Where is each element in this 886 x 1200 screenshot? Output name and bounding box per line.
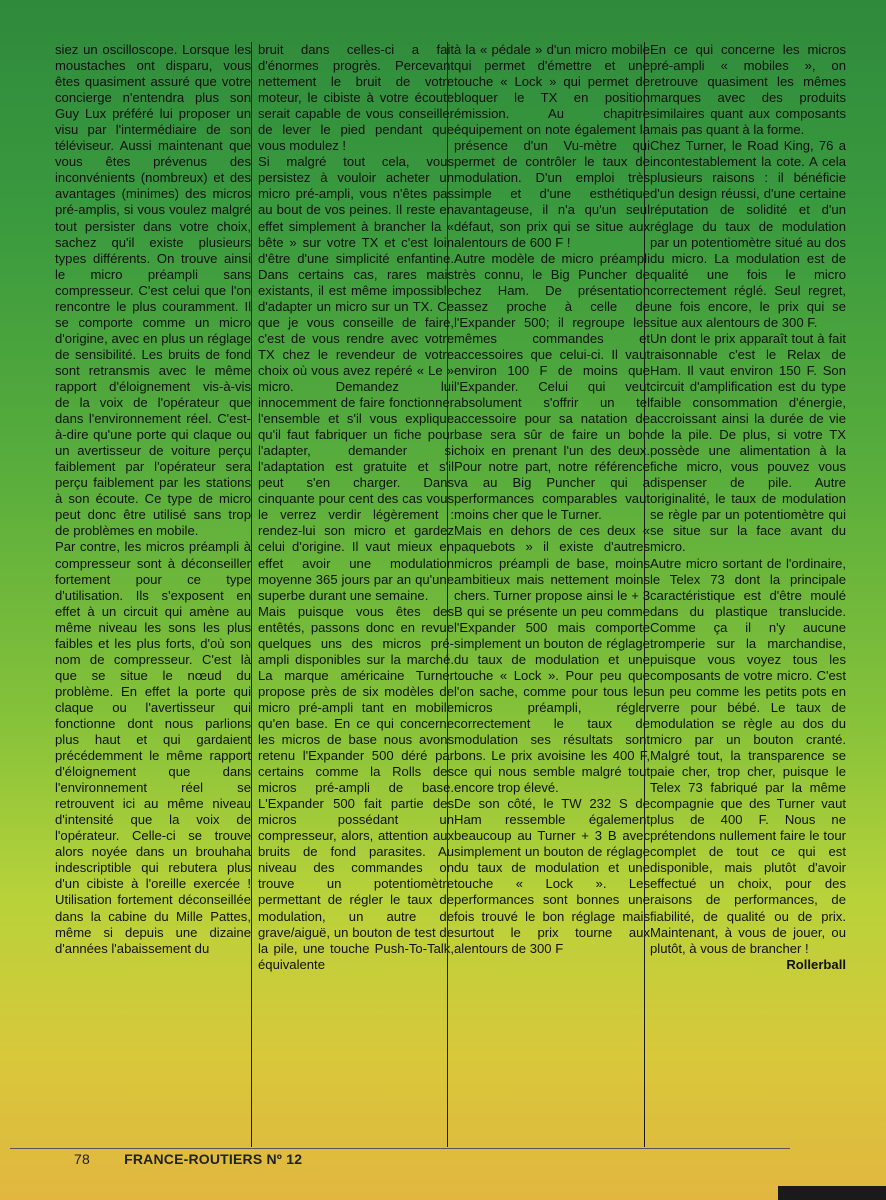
column-divider [251, 42, 252, 1147]
author-signature: Rollerball [786, 956, 846, 972]
paragraph: De son côté, le TW 232 S de Ham ressemble également beaucoup au Turner + 3 B avec simplement un bouton de réglage du taux de modulation et une touche « Lock ». Les performances sont bonnes une fois trouvé le bon réglage mais surtout le prix tourne aux alentours de 300 F [454, 796, 650, 956]
paragraph: Chez Turner, le Road King, 76 a incontestablement la cote. A cela plusieurs raisons : il bénéficie d'un design réussi, d'une certaine réputation de solidité et d'un réglage du taux de modulation par un potentiomètre situé au dos du micro. La modulation est de qualité une fois le micro correctement réglé. Seul regret, une fois encore, le prix qui se situe aux alentours de 300 F. [650, 138, 846, 330]
paragraph: à la « pédale » d'un micro mobile qui permet d'émettre et une touche « Lock » qui permet de bloquer le TX en position émission. Au chapitre équipement on note également la présence d'un Vu-mètre qui permet de contrôler le taux de modulation. D'un emploi très simple et d'une esthétique avantageuse, il n'a qu'un seul défaut, son prix qui se situe aux alentours de 600 F ! [454, 42, 650, 250]
paragraph: Si malgré tout cela, vous persistez à vouloir acheter un micro pré-ampli, vous n'êtes pas au bout de vos peines. Il reste en effet simplement à brancher la « bête » sur votre TX et c'est loin d'être d'une simplicité enfantine. Dans certains cas, rares mais existants, il est même impossible d'adapter un micro sur un TX. Ce que je vous conseille de faire, c'est de vous rendre avec votre TX chez le revendeur de votre choix où vous avez repéré « Le » micro. Demandez lui innocemment de faire fonctionner l'ensemble et s'il vous explique qu'il faut fabriquer un fiche pour l'adapter, demander si l'adaptation est gratuite et s'il peut s'en charger. Dans cinquante pour cent des cas vous le verrez verdir légèrement : rendez-lui son micro et gardez celui d'origine. Il vaut mieux en effet avoir une modulation moyenne 365 jours par an qu'une superbe durant une semaine. [258, 154, 454, 603]
paragraph: siez un oscilloscope. Lorsque les moustaches ont disparu, vous êtes quasiment assuré que votre concierge n'entendra plus son Guy Lux préféré lui proposer un visu par l'intermédiaire de son téléviseur. Aussi maintenant que vous êtes prévenus des inconvénients (nombreux) et des avantages (minimes) des micros pré-amplis, si vous voulez malgré tout persister dans votre choix, sachez qu'il existe plusieurs types différents. On trouve ainsi le micro préampli sans compresseur. C'est celui que l'on rencontre le plus couramment. Il se comporte comme un micro d'origine, avec en plus un réglage de sensibilité. Les bruits de fond sont retransmis avec le même rapport d'éloignement vis-à-vis de la voix de l'opérateur que dans l'environnement réel. C'est-à-dire qu'une porte qui claque ou un avertisseur de voiture perçu faiblement par l'opérateur sera perçu faiblement par les stations à son écoute. Ce type de micro peut donc être utilisé sans trop de problèmes en mobile. [55, 42, 251, 539]
paragraph: Mais puisque vous êtes des entêtés, passons donc en revue quelques uns des micros pré-ampli disponibles sur la marché. La marque américaine Turner propose près de six modèles de micro pré-ampli tant en mobile qu'en base. En ce qui concerne les micros de base nous avons retenu l'Expander 500 déré par certains comme la Rolls des micros pré-ampli de base. L'Expander 500 fait partie des micros possédant un compresseur, alors, attention aux bruits de fond parasites. Au niveau des commandes on trouve un potentiomètre permettant de régler le taux de modulation, un autre de grave/aiguë, un bouton de test de la pile, une touche Push-To-Talk, équivalente [258, 603, 454, 972]
paragraph: Un dont le prix apparaît tout à fait raisonnable c'est le Relax de Ham. Il vaut environ 150 F. Son circuit d'amplification est du type faible consommation d'énergie, accroissant ainsi la durée de vie de la pile. De plus, si votre TX possède une alimentation à la fiche micro, vous pouvez vous dispenser de pile. Autre originalité, le taux de modulation se règle par un potentiomètre qui se situe sur la face avant du micro. [650, 330, 846, 555]
footer-divider [10, 1148, 790, 1149]
text-column-2 [258, 42, 454, 973]
page-footer [74, 1151, 302, 1167]
paragraph: En ce qui concerne les micros pré-ampli « mobiles », on retrouve quasiment les mêmes marques avec des produits similaires quant aux composants mais pas quant à la forme. [650, 42, 846, 138]
paragraph: Par contre, les micros préampli à compresseur sont à déconseiller fortement pour ce type d'utilisation. Ils s'exposent en effet à un circuit qui amène au même niveau les sons les plus faibles et les plus forts, d'où son nom de compresseur. C'est là que se situe le nœud du problème. En effet la porte qui claque ou l'avertisseur qui fonctionne dont nous parlions plus haut et qui gardaient précédemment le même rapport d'éloignement que dans l'environnement réel se retrouvent ici au même niveau d'intensité que la voix de l'opérateur. Celle-ci se trouve alors noyée dans un brouhaha indescriptible qui rebutera plus d'un cibiste à l'oreille exercée ! Utilisation fortement déconseillée dans la cabine du Mille Pattes, même si depuis une dizaine d'années l'abaissement du [55, 539, 251, 956]
corner-mark [778, 1186, 886, 1200]
publication-name: FRANCE-ROUTIERS Nº 12 [124, 1151, 303, 1167]
paragraph: Mais en dehors de ces deux « paquebots » il existe d'autres micros préampli de base, moins ambitieux mais nettement moins chers. Turner propose ainsi le + 3 B qui se présente un peu comme l'Expander 500 mais comporte simplement un bouton de réglage du taux de modulation et une touche « Lock ». Pour peu que l'on sache, comme pour tous les micros préampli, régler correctement le taux de modulation ses résultats sont bons. Le prix avoisine les 400 F, ce qui nous semble malgré tout encore trop élevé. [454, 523, 650, 796]
text-column-4 [650, 42, 846, 973]
paragraph: Autre micro sortant de l'ordinaire, le Telex 73 dont la principale caractéristique est d'être moulé dans du plastique translucide. Comme ça il n'y aucune tromperie sur la marchandise, puisque vous voyez tous les composants de votre micro. C'est un peu comme les petits pots en verre pour bébé. Le taux de modulation se règle au dos du micro par un bouton cranté. Malgré tout, la transparence se paie cher, trop cher, puisque le Telex 73 fabriqué par la même compagnie que des Turner vaut plus de 400 F. Nous ne prétendons nullement faire le tour complet de tout ce qui est disponible, mais plutôt d'avoir effectué un choix, pour des raisons de performances, de fiabilité, de qualité ou de prix. Maintenant, à vous de jouer, ou plutôt, à vous de brancher ! [650, 555, 846, 956]
text-column-1 [55, 42, 251, 957]
paragraph: Autre modèle de micro préampli très connu, le Big Puncher de chez Ham. De présentation assez proche à celle de l'Expander 500; il regroupe les mêmes commandes et accessoires que celui-ci. Il vaut environ 100 F de moins que l'Expander. Celui qui veut absolument s'offrir un tel accessoire pour sa natation de base sera sûr de faire un bon choix en prenant l'un des deux. Pour notre part, notre référence va au Big Puncher qui a performances comparables vaut moins cher que le Turner. [454, 250, 650, 523]
text-column-3 [454, 42, 650, 957]
page-number: 78 [74, 1151, 90, 1167]
paragraph: bruit dans celles-ci a fait d'énormes progrès. Percevant nettement le bruit de votre moteur, le cibiste à votre écoute serait capable de vous conseiller de lever le pied pendant que vous modulez ! [258, 42, 454, 154]
